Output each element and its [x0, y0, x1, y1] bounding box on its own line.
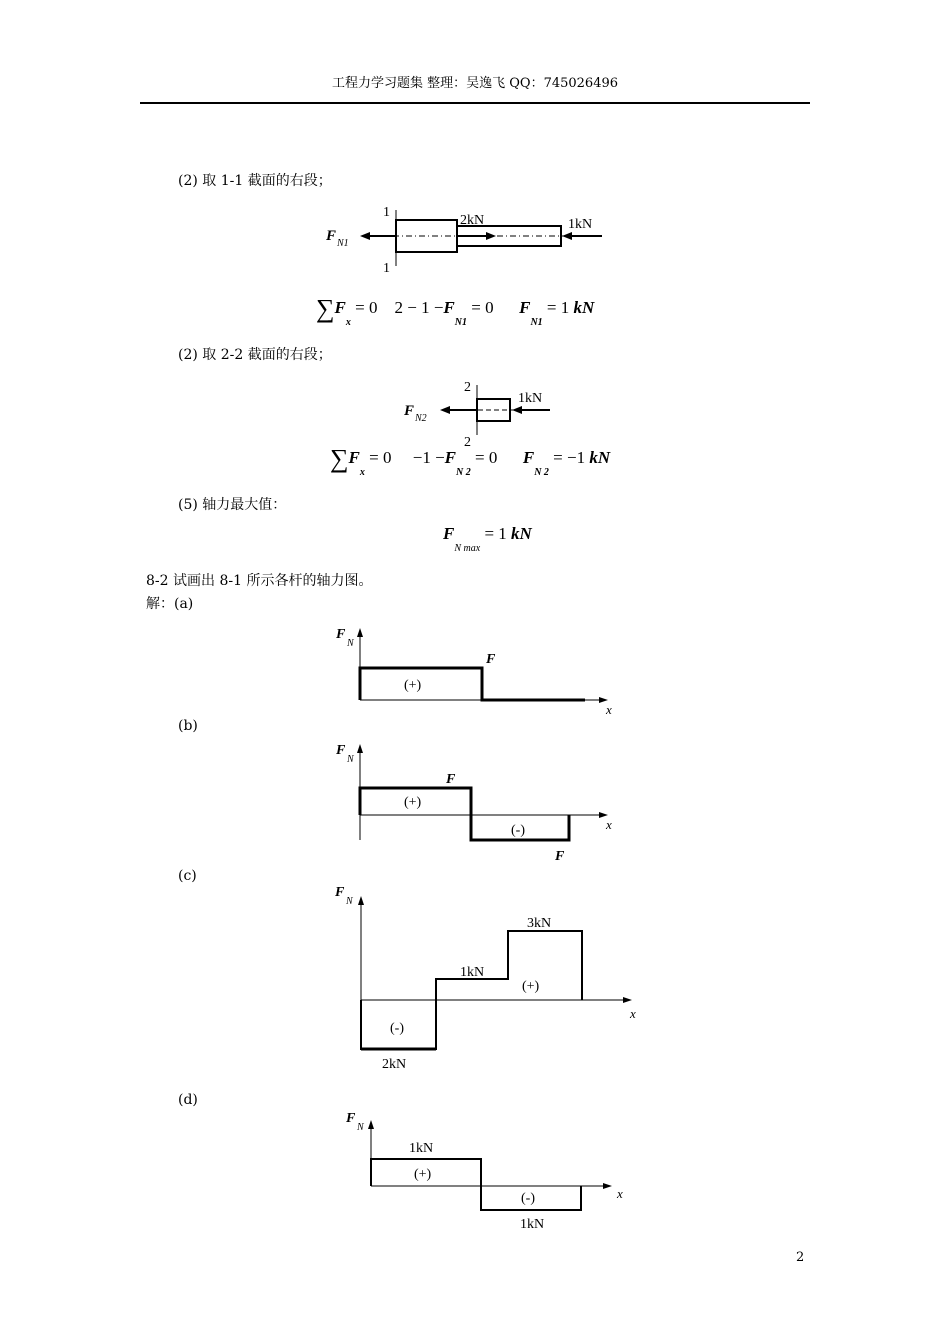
region-positive-d: (+): [414, 1167, 432, 1182]
part-c-label: (c): [178, 868, 197, 884]
svg-text:N: N: [346, 896, 353, 907]
value-label: F: [486, 652, 496, 667]
fn1-arrowhead: [360, 232, 370, 240]
axis-y-label: F: [336, 627, 346, 642]
section-label-bottom-2: 2: [464, 435, 471, 450]
axial-force-diagram-a: [330, 622, 630, 722]
region-negative-d: (-): [521, 1191, 535, 1206]
step-text-1: (2) 取 1-1 截面的右段；: [178, 173, 332, 189]
svg-text:F: F: [336, 743, 346, 758]
value-3kn: 3kN: [527, 916, 552, 931]
part-d-label: (d): [178, 1092, 198, 1108]
svg-text:F: F: [555, 849, 565, 864]
svg-text:x: x: [630, 1006, 636, 1021]
section-label-top: 1: [383, 205, 390, 220]
svg-text:F: F: [335, 885, 345, 900]
free-body-diagram-1: [320, 200, 620, 280]
value-1kn-top: 1kN: [409, 1141, 434, 1156]
part-b-label: (b): [178, 718, 198, 734]
value-2kn: 2kN: [382, 1057, 407, 1072]
equation-1: $\sum F_x = 0$ $2 - 1 -F_{N1} = 0$ $F_{N1} = 1$ kN: [316, 294, 595, 328]
force-2kn-label: 2kN: [460, 213, 485, 228]
free-body-diagram-2: [400, 375, 560, 450]
force-profile-d: [371, 1159, 581, 1210]
section-label-top-2: 2: [464, 380, 471, 395]
page-number: 2: [796, 1250, 805, 1265]
page-header: 工程力学习题集 整理：吴逸飞 QQ：745026496: [331, 76, 619, 91]
svg-text:x: x: [606, 817, 612, 832]
svg-text:N: N: [347, 754, 354, 765]
svg-text:N: N: [347, 638, 354, 649]
region-negative-c: (-): [390, 1021, 404, 1036]
fn1-label: F: [326, 228, 337, 244]
step-text-5: (5) 轴力最大值：: [178, 497, 287, 513]
axial-force-diagram-c: [330, 880, 650, 1080]
value-1kn-bottom: 1kN: [520, 1217, 545, 1232]
force-1kn-label-2: 1kN: [518, 391, 543, 406]
svg-text:F: F: [446, 772, 456, 787]
axial-force-diagram-d: [340, 1104, 640, 1234]
svg-text:F: F: [346, 1111, 356, 1126]
region-positive-b: (+): [404, 795, 422, 810]
equation-3: $F_{N max} = 1$ kN: [443, 524, 532, 554]
section-label-bottom: 1: [383, 261, 390, 276]
force-profile-a: [360, 668, 585, 700]
solution-label-a: 解：(a): [146, 596, 194, 612]
header-rule: [140, 102, 810, 104]
svg-text:x: x: [617, 1186, 623, 1201]
region-positive: (+): [404, 678, 422, 693]
force-profile-b: [360, 788, 569, 840]
fn2-sub: N2: [415, 413, 427, 424]
equation-2: $\sum F_x = 0$ $-1 -F_{N 2} = 0$ $F_{N 2} = -1$ kN: [330, 444, 611, 478]
force-1kn-label: 1kN: [568, 217, 593, 232]
region-negative-b: (-): [511, 823, 525, 838]
axial-force-diagram-b: [330, 738, 630, 868]
fn2-label: F: [404, 403, 415, 419]
value-1kn: 1kN: [460, 965, 485, 980]
fn1-sub: N1: [337, 238, 349, 249]
problem-8-2: 8-2 试画出 8-1 所示各杆的轴力图。: [146, 573, 373, 589]
axis-x-label: x: [606, 702, 612, 717]
step-text-2: (2) 取 2-2 截面的右段；: [178, 347, 332, 363]
svg-text:N: N: [357, 1122, 364, 1133]
region-positive-c: (+): [522, 979, 540, 994]
